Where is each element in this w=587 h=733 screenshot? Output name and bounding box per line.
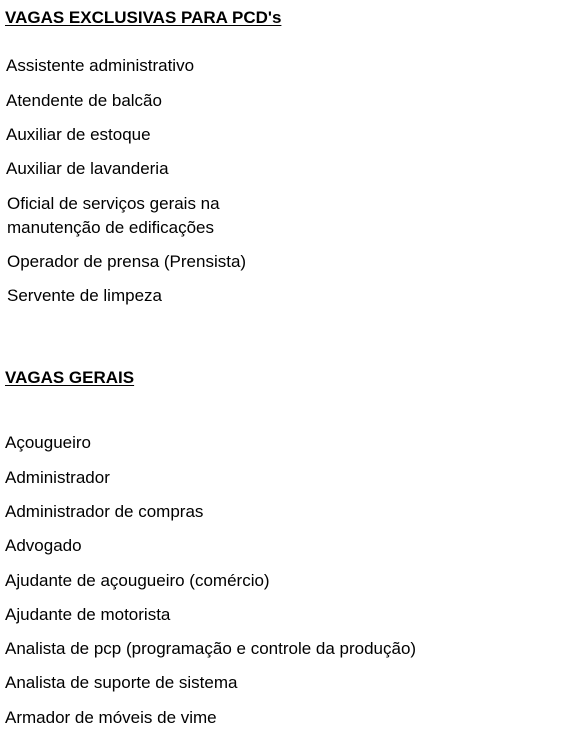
pcd-section-heading: VAGAS EXCLUSIVAS PARA PCD's: [5, 8, 282, 27]
list-item: Operador de prensa (Prensista): [7, 252, 247, 271]
list-item: Auxiliar de estoque: [6, 125, 151, 144]
general-section-heading: VAGAS GERAIS: [5, 368, 135, 387]
list-item: Servente de limpeza: [7, 286, 162, 305]
list-item: Administrador de compras: [5, 502, 204, 521]
list-item: Administrador: [5, 468, 110, 487]
list-item: Armador de móveis de vime: [5, 708, 217, 727]
list-item: Oficial de serviços gerais na: [7, 194, 220, 213]
list-item: Auxiliar de lavanderia: [6, 159, 169, 178]
list-item: Ajudante de motorista: [5, 605, 171, 624]
list-item: Ajudante de açougueiro (comércio): [5, 571, 270, 590]
list-item: Atendente de balcão: [6, 91, 162, 110]
list-item: Assistente administrativo: [6, 56, 195, 75]
list-item: Analista de pcp (programação e controle da produção): [5, 639, 417, 658]
list-item: Advogado: [5, 536, 82, 555]
list-item: manutenção de edificações: [7, 218, 214, 237]
list-item: Açougueiro: [5, 433, 92, 452]
list-item: Analista de suporte de sistema: [5, 673, 238, 692]
